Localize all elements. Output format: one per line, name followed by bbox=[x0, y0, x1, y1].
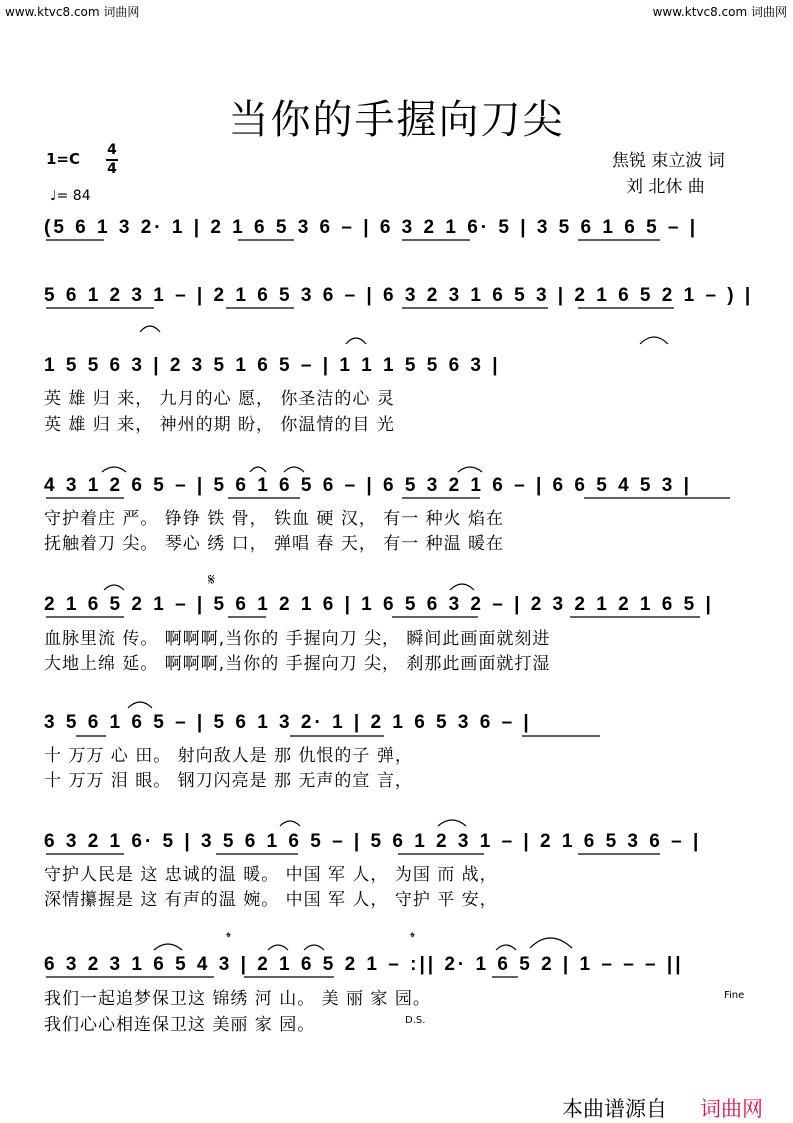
slur bbox=[250, 467, 266, 472]
score-row-7-lyric-2: 深情攥握是 这 有声的温 婉。 中国 军 人， 守护 平 安， bbox=[44, 890, 498, 910]
score-row-5-lyric-1: 血脉里流 传。 啊啊啊,当你的 手握向刀 尖， 瞬间此画面就刻进 bbox=[44, 629, 551, 649]
score-row-3-lyric-1: 英 雄 归 来， 九月的心 愿， 你圣洁的心 灵 bbox=[44, 389, 395, 409]
slur bbox=[140, 326, 160, 332]
score-row-4-notes: 4 3 1 2 6 5 – | 5 6 1 6 5 6 – | 6 5 3 2 1 6 – | 6 6 5 4 5 3 | bbox=[44, 475, 692, 496]
slur bbox=[346, 338, 366, 344]
score-row-5-lyric-2: 大地上绵 延。 啊啊啊,当你的 手握向刀 尖， 刹那此画面就打湿 bbox=[44, 654, 551, 674]
watermark-left: www.ktvc8.com 词曲网 bbox=[5, 5, 140, 19]
segno-mark: 𝄋 bbox=[208, 570, 215, 589]
score-row-7-notes: 6 3 2 1 6· 5 | 3 5 6 1 6 5 – | 5 6 1 2 3 1 – | 2 1 6 5 3 6 – | bbox=[44, 831, 702, 852]
score-row-6-lyric-2: 十 万万 泪 眼。 钢刀闪亮是 那 无声的宣 言， bbox=[44, 771, 413, 791]
score-row-8-lyric-2: 我们心心相连保卫这 美丽 家 园。 bbox=[44, 1015, 316, 1035]
slur bbox=[102, 467, 126, 472]
slur bbox=[128, 702, 152, 708]
score-row-1-notes: (5 6 1 3 2· 1 | 2 1 6 5 3 6 – | 6 3 2 1 6· 5 | 3 5 6 1 6 5 – | bbox=[44, 217, 699, 238]
source-label: 本曲谱源自 bbox=[562, 1097, 667, 1121]
score-row-7-lyric-1: 守护人民是 这 忠诚的温 暖。 中国 军 人， 为国 而 战， bbox=[44, 865, 498, 885]
slur bbox=[458, 467, 482, 472]
slur bbox=[280, 821, 300, 826]
composer-credit: 刘 北休 曲 bbox=[626, 177, 705, 197]
score-row-2-notes: 5 6 1 2 3 1 – | 2 1 6 5 3 6 – | 6 3 2 3 1 6 5 3 | 2 1 6 5 2 1 – ) | bbox=[44, 285, 754, 306]
key-signature: 1=C bbox=[46, 150, 81, 168]
coda-mark-2: 𝄌 bbox=[410, 930, 415, 946]
slur bbox=[496, 945, 516, 950]
slur bbox=[104, 585, 124, 590]
fine-mark: Fine bbox=[724, 990, 745, 1001]
source-brand-logo: 词曲网 bbox=[700, 1097, 763, 1121]
score-row-3-lyric-2: 英 雄 归 来， 神州的期 盼， 你温情的目 光 bbox=[44, 415, 395, 435]
score-row-6-notes: 3 5 6 1 6 5 – | 5 6 1 3 2· 1 | 2 1 6 5 3 6 – | bbox=[44, 712, 532, 733]
tempo-mark: ♩= 84 bbox=[50, 188, 91, 204]
score-row-4-lyric-2: 抚触着刀 尖。 琴心 绣 口， 弹唱 春 天， 有一 种温 暖在 bbox=[44, 534, 505, 554]
score-row-8-lyric-1: 我们一起追梦保卫这 锦绣 河 山。 美 丽 家 园。 bbox=[44, 989, 431, 1009]
watermark-right: www.ktvc8.com 词曲网 bbox=[652, 5, 787, 19]
song-title: 当你的手握向刀尖 bbox=[228, 97, 565, 143]
score-row-8-notes: 6 3 2 3 1 6 5 4 3 | 2 1 6 5 2 1 – :|| 2· 1 6 5 2 | 1 – – – || bbox=[44, 954, 684, 975]
slur bbox=[284, 467, 304, 472]
score-row-4-lyric-1: 守护着庄 严。 铮铮 铁 骨， 铁血 硬 汉， 有一 种火 焰在 bbox=[44, 509, 505, 529]
slur bbox=[438, 820, 466, 826]
meter-top: 4 bbox=[107, 142, 117, 158]
score-row-6-lyric-1: 十 万万 心 田。 射向敌人是 那 仇恨的子 弹， bbox=[44, 746, 413, 766]
coda-mark-1: 𝄌 bbox=[226, 930, 231, 946]
slur bbox=[304, 945, 324, 950]
slur bbox=[640, 337, 668, 344]
score-row-5-notes: 2 1 6 5 2 1 – | 5 6 1 2 1 6 | 1 6 5 6 3 2 – | 2 3 2 1 2 1 6 5 | bbox=[44, 594, 714, 615]
ds-mark: D.S. bbox=[405, 1015, 426, 1026]
slur bbox=[154, 944, 182, 950]
slur bbox=[450, 584, 474, 590]
slur bbox=[530, 938, 572, 948]
slur bbox=[268, 945, 288, 950]
meter-bottom: 4 bbox=[107, 161, 117, 177]
score-row-3-notes: 1 5 5 6 3 | 2 3 5 1 6 5 – | 1 1 1 5 5 6 3 | bbox=[44, 355, 501, 376]
lyricist-credit: 焦锐 束立波 词 bbox=[612, 151, 725, 171]
